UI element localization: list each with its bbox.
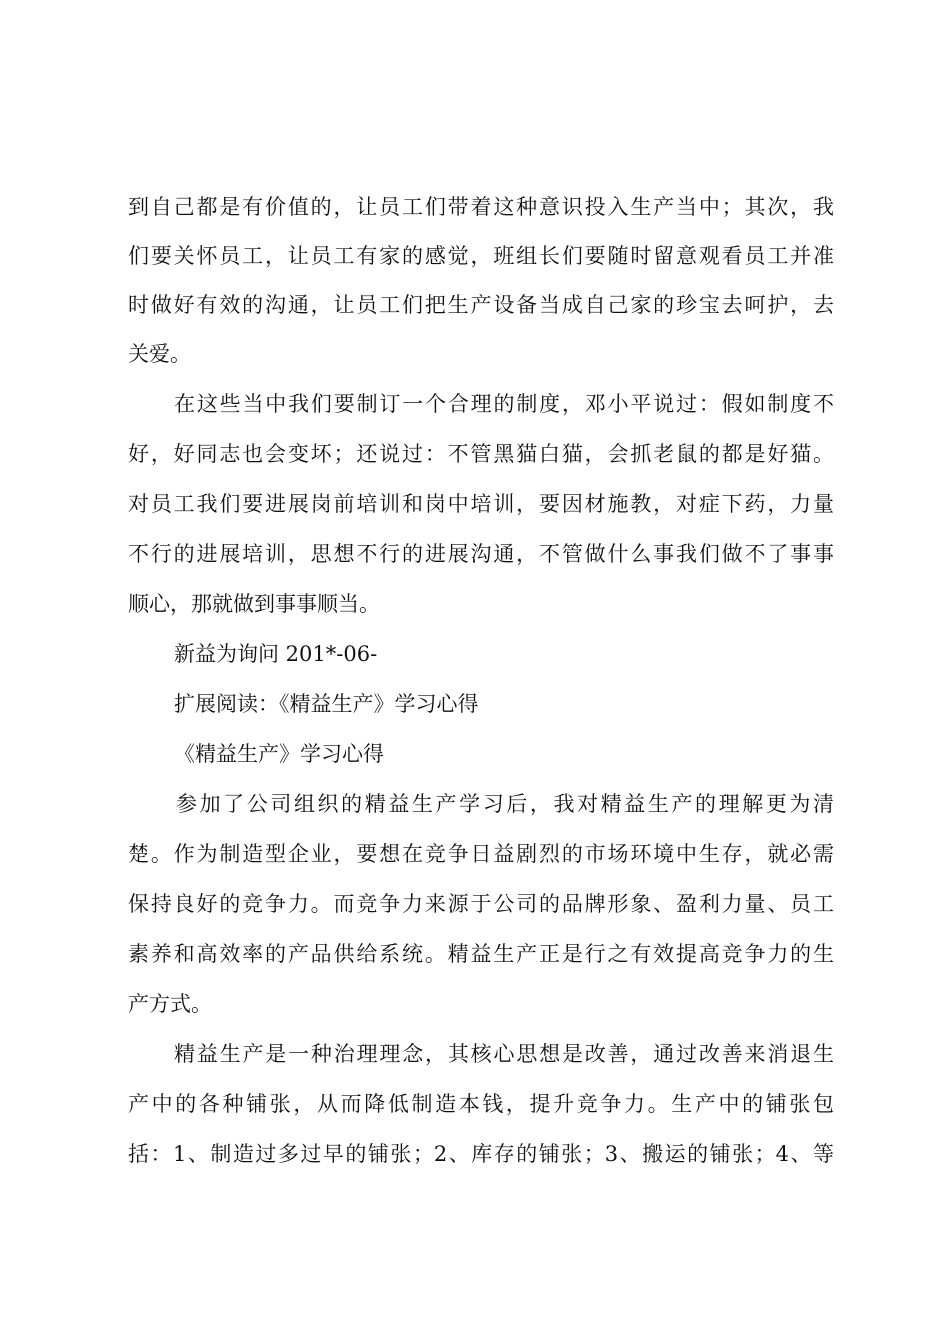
- paragraph-line: 对员工我们要进展岗前培训和岗中培训，要因材施教，对症下药，力量: [128, 492, 834, 516]
- paragraph-line: 到自己都是有价值的，让员工们带着这种意识投入生产当中；其次，我: [128, 195, 834, 219]
- paragraph-line: 参加了公司组织的精益生产学习后，我对精益生产的理解更为清: [176, 792, 834, 816]
- paragraph-line: 不行的进展培训，思想不行的进展沟通，不管做什么事我们做不了事事: [128, 542, 834, 566]
- paragraph-line: 楚。作为制造型企业，要想在竞争日益剧烈的市场环境中生存，就必需: [128, 842, 834, 866]
- paragraph-line: 素养和高效率的产品供给系统。精益生产正是行之有效提高竞争力的生: [128, 942, 834, 966]
- paragraph-line: 时做好有效的沟通，让员工们把生产设备当成自己家的珍宝去呵护，去: [128, 293, 834, 317]
- paragraph-line: 顺心，那就做到事事顺当。: [128, 592, 380, 616]
- paragraph-line: 括：1、制造过多过早的铺张；2、库存的铺张；3、搬运的铺张；4、等: [128, 1142, 834, 1166]
- section-title: 《精益生产》学习心得: [174, 742, 384, 766]
- extended-reading-heading: 扩展阅读：《精益生产》学习心得: [174, 692, 479, 716]
- paragraph-line: 关爱。: [128, 342, 191, 366]
- author-date-line: 新益为询问 201*-06-: [174, 642, 378, 666]
- paragraph-line: 保持良好的竞争力。而竞争力来源于公司的品牌形象、盈利力量、员工: [128, 892, 834, 916]
- paragraph-line: 在这些当中我们要制订一个合理的制度，邓小平说过：假如制度不: [174, 392, 834, 416]
- paragraph-line: 产中的各种铺张，从而降低制造本钱，提升竞争力。生产中的铺张包: [128, 1092, 834, 1116]
- paragraph-line: 产方式。: [128, 992, 212, 1016]
- paragraph-line: 精益生产是一种治理理念，其核心思想是改善，通过改善来消退生: [174, 1042, 834, 1066]
- paragraph-line: 好，好同志也会变坏；还说过：不管黑猫白猫，会抓老鼠的都是好猫。: [128, 442, 834, 466]
- paragraph-line: 们要关怀员工，让员工有家的感觉，班组长们要随时留意观看员工并准: [128, 244, 834, 268]
